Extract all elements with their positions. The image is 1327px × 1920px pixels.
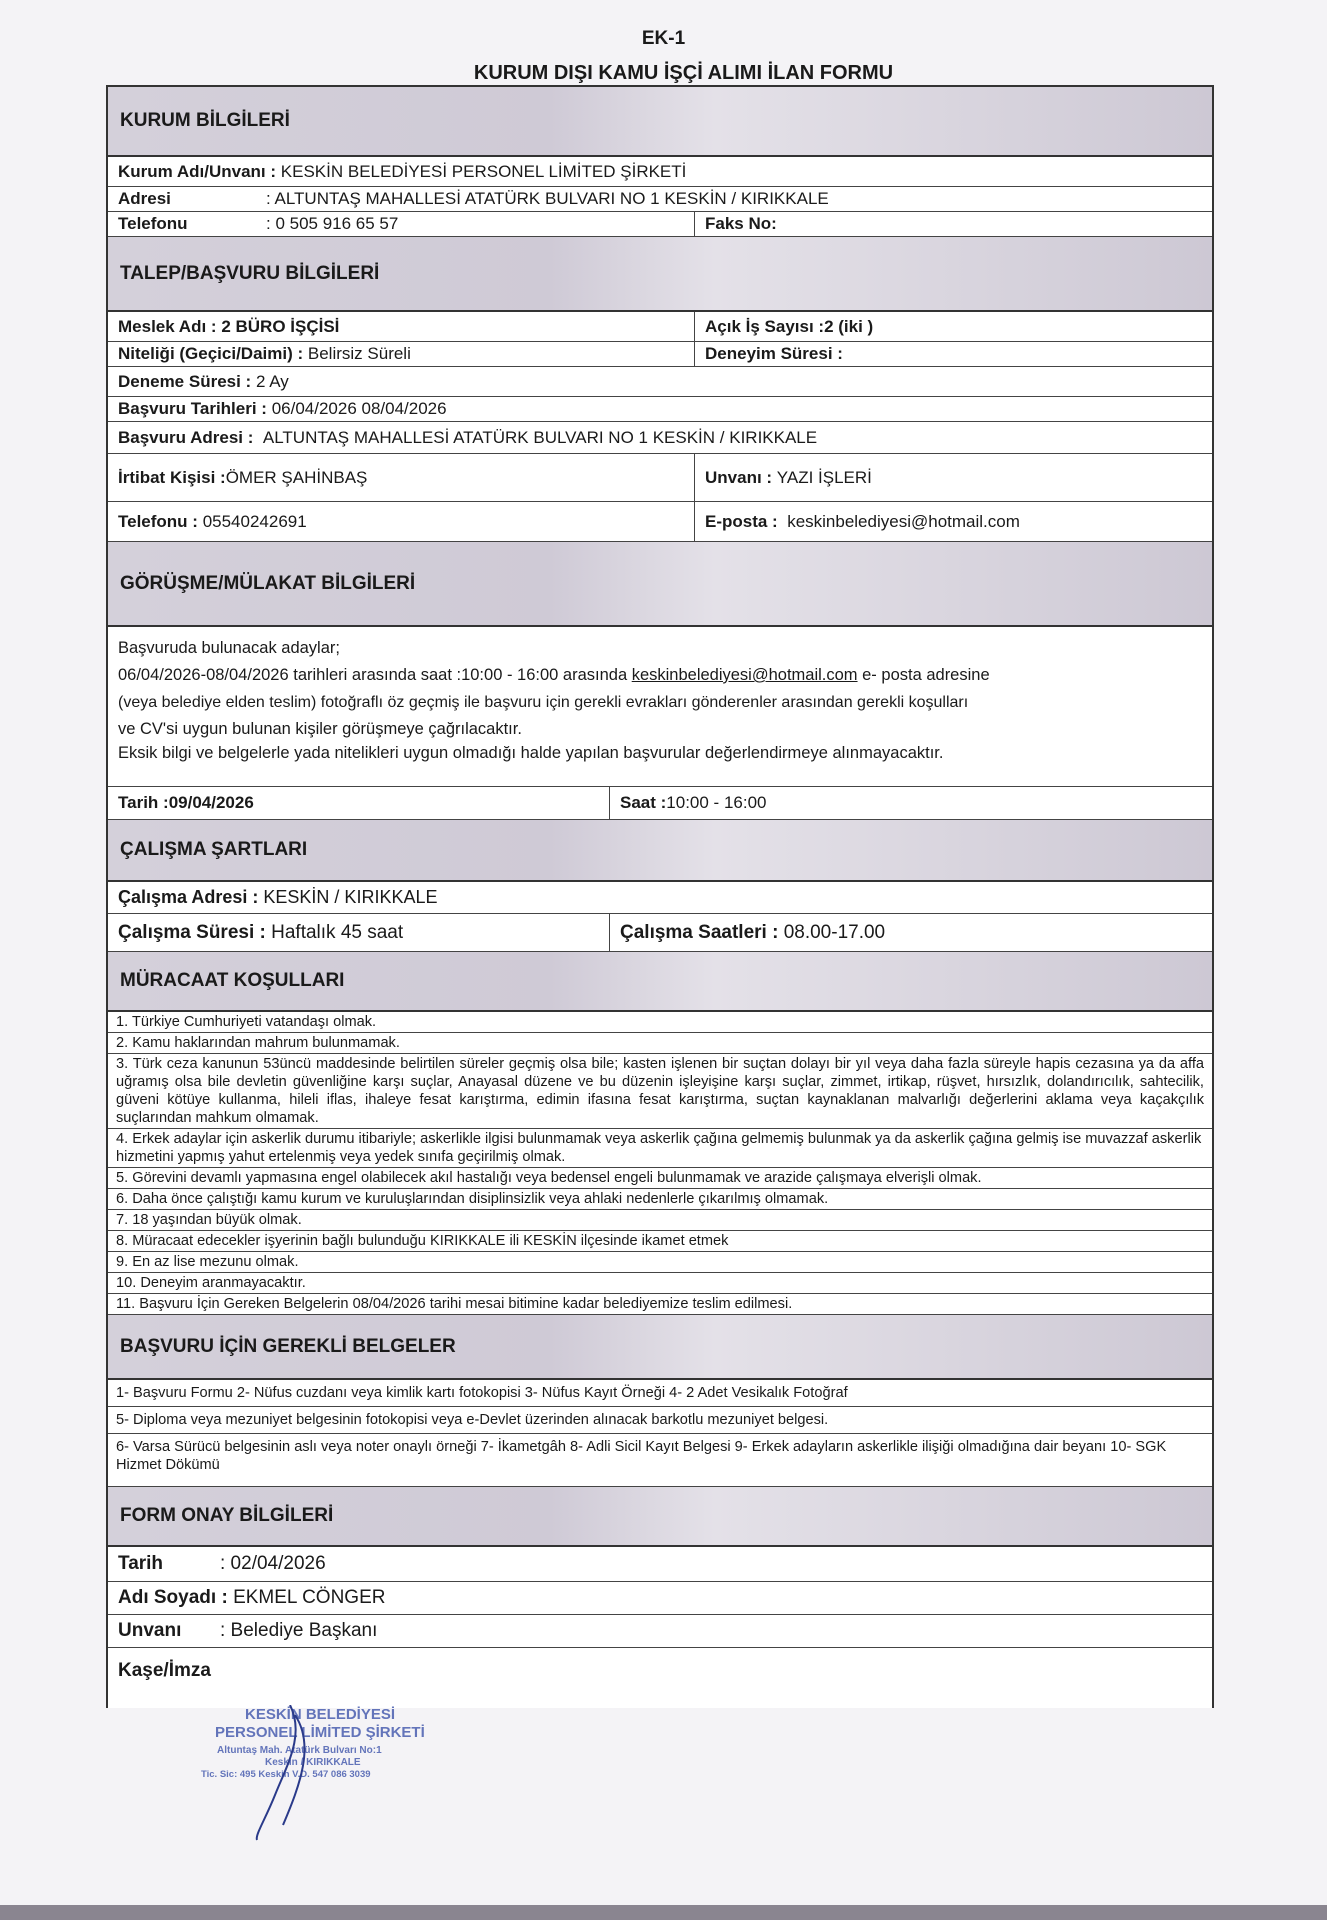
email-link: keskinbelediyesi@hotmail.com xyxy=(631,666,858,684)
label: Başvuru Adresi : xyxy=(118,427,254,447)
value: YAZI İŞLERİ xyxy=(776,467,872,487)
row-meslek xyxy=(108,312,1212,342)
label: Kurum Adı/Unvanı : xyxy=(118,161,277,181)
list-item: 10. Deneyim aranmayacaktır. xyxy=(108,1273,1212,1294)
label: Adresi xyxy=(118,189,171,208)
scan-edge xyxy=(0,1905,1327,1920)
label: Deneme Süresi : xyxy=(118,371,252,391)
stamp-line: Keskin / KIRIKKALE xyxy=(265,1757,361,1768)
row-kurum-ad xyxy=(108,157,1212,187)
label: Faks No: xyxy=(705,214,777,233)
label: Adı Soyadı : xyxy=(118,1587,228,1608)
stamp-line: KESKİN BELEDİYESİ xyxy=(245,1706,396,1723)
label: Tarih xyxy=(118,1553,164,1574)
value: Belirsiz Süreli xyxy=(307,344,411,363)
section-calisma: ÇALIŞMA ŞARTLARI xyxy=(108,820,1212,882)
list-item: 11. Başvuru İçin Gereken Belgelerin 08/04/2026 tarihi mesai bitimine kadar belediyemize teslim edilmesi. xyxy=(108,1294,1212,1315)
value: ÖMER ŞAHİNBAŞ xyxy=(225,467,368,487)
list-item: 1- Başvuru Formu 2- Nüfus cuzdanı veya kimlik kartı fotokopisi 3- Nüfus Kayıt Örneği 4- 2 Adet Vesikalık Fotoğraf xyxy=(108,1380,1212,1407)
row-onay-kase xyxy=(108,1648,1212,1708)
label: E-posta : xyxy=(705,511,778,531)
value: 05540242691 xyxy=(202,511,307,531)
label: İrtibat Kişisi : xyxy=(118,467,226,487)
value: Haftalık 45 saat xyxy=(271,921,404,943)
stamp-line: Tic. Sic: 495 Keskin V.D. 547 086 3039 xyxy=(201,1769,371,1780)
value: 2 BÜRO İŞÇİSİ xyxy=(221,316,340,336)
text: Eksik bilgi ve belgelerle yada nitelikleri uygun olmadığı halde yapılan başvurular değerlendirmeye alınmayacaktır. xyxy=(118,744,944,762)
text: ve CV'si uygun bulunan kişiler görüşmeye çağrılacaktır. xyxy=(118,720,522,738)
value: ALTUNTAŞ MAHALLESİ ATATÜRK BULVARI NO 1 KESKİN / KIRIKKALE xyxy=(262,427,818,447)
form-title: KURUM DIŞI KAMU İŞÇİ ALIMI İLAN FORMU xyxy=(473,62,894,84)
text: Başvuruda bulunacak adaylar; xyxy=(118,639,340,657)
list-item: 4. Erkek adaylar için askerlik durumu itibariyle; askerlikle ilgisi bulunmamak veya askerlik çağına gelmemiş bulunmak ya da askerlik çağına gelmiş ise muvazzaf askerlik hizmetini yapmış yahut ertelenmiş veya yedek sınıfa geçirilmiş olmak. xyxy=(108,1129,1212,1168)
row-onay-unvan xyxy=(108,1615,1212,1648)
label: Çalışma Saatleri : xyxy=(620,921,779,943)
row-onay-ad xyxy=(108,1582,1212,1615)
list-item: 8. Müracaat edecekler işyerinin bağlı bulunduğu KIRIKKALE ili KESKİN ilçesinde ikamet etmek xyxy=(108,1231,1212,1252)
row-calisma-sure xyxy=(108,914,1212,952)
value: : Belediye Başkanı xyxy=(220,1620,378,1641)
row-nitelik xyxy=(108,342,1212,367)
value: 10:00 - 16:00 xyxy=(666,793,767,812)
row-deneme xyxy=(108,367,1212,397)
label: Unvanı xyxy=(118,1620,182,1641)
stamp-line: Altuntaş Mah. Atatürk Bulvarı No:1 xyxy=(217,1745,382,1756)
list-item: 6. Daha önce çalıştığı kamu kurum ve kuruluşlarından disiplinsizlik veya ahlaki nedenlerle çıkarılmış olmamak. xyxy=(108,1189,1212,1210)
muracaat-list xyxy=(108,1012,1212,1315)
row-calisma-adres xyxy=(108,882,1212,914)
section-gorusme: GÖRÜŞME/MÜLAKAT BİLGİLERİ xyxy=(108,542,1212,627)
row-basvuru-adres xyxy=(108,422,1212,454)
list-item: 1. Türkiye Cumhuriyeti vatandaşı olmak. xyxy=(108,1012,1212,1033)
value: 06/04/2026 08/04/2026 xyxy=(271,399,447,418)
row-kurum-tel xyxy=(108,212,1212,237)
label: Telefonu xyxy=(118,214,188,233)
value: 2 (iki ) xyxy=(824,316,874,336)
list-item: 7. 18 yaşından büyük olmak. xyxy=(108,1210,1212,1231)
list-item: 6- Varsa Sürücü belgesinin aslı veya noter onaylı örneği 7- İkametgâh 8- Adli Sicil Kayıt Belgesi 9- Erkek adayların askerlikle ilişiği olmadığına dair beyanı 10- SGK Hizmet Dökümü xyxy=(108,1434,1212,1487)
row-telefon xyxy=(108,502,1212,542)
list-item: 3. Türk ceza kanunun 53üncü maddesinde belirtilen süreler geçmiş olsa bile; kasten işlenen bir suçtan dolayı bir yıl veya daha fazla süreyle hapis cezasına ya da affa uğramış olsa bile devletin güvenliğine karşı suçlar, Anayasal düzene ve bu düzenin işleyişine karşı suçlar, zimmet, irtikap, rüşvet, hırsızlık, dolandırıcılık, sahtecilik, güveni kötüye kullanma, hileli iflas, ihaleye fesat karıştırma, edimin ifasına fesat karıştırma, suçtan kaynaklanan malvarlığı değerlerini aklama veya kaçakçılık suçlarından mahkum olmamak. xyxy=(108,1054,1212,1129)
section-talep: TALEP/BAŞVURU BİLGİLERİ xyxy=(108,237,1212,312)
label: Telefonu : xyxy=(118,511,198,531)
value: 09/04/2026 xyxy=(168,793,254,812)
value: : 02/04/2026 xyxy=(220,1553,326,1574)
form xyxy=(106,85,1214,1708)
value: : 0 505 916 65 57 xyxy=(266,214,399,233)
form-code: EK-1 xyxy=(641,28,686,49)
row-irtibat xyxy=(108,454,1212,502)
stamp-line: PERSONEL LİMİTED ŞİRKETİ xyxy=(215,1724,425,1741)
list-item: 5. Görevini devamlı yapmasına engel olabilecek akıl hastalığı veya bedensel engeli bulunmamak ve arazide çalışmaya elverişli olmak. xyxy=(108,1168,1212,1189)
section-muracaat: MÜRACAAT KOŞULLARI xyxy=(108,952,1212,1012)
value: KESKİN BELEDİYESİ PERSONEL LİMİTED ŞİRKETİ xyxy=(280,161,687,181)
text: (veya belediye elden teslim) fotoğraflı öz geçmiş ile başvuru için gerekli evrakları gönderenler arasından gerekli koşulları xyxy=(118,694,969,711)
value: keskinbelediyesi@hotmail.com xyxy=(787,511,1020,531)
value: 08.00-17.00 xyxy=(783,921,886,943)
value: 2 Ay xyxy=(255,371,289,391)
section-belgeler: BAŞVURU İÇİN GEREKLİ BELGELER xyxy=(108,1315,1212,1380)
list-item: 9. En az lise mezunu olmak. xyxy=(108,1252,1212,1273)
label: Niteliği (Geçici/Daimi) : xyxy=(118,344,304,363)
value: KESKİN / KIRIKKALE xyxy=(263,887,438,907)
label: Deneyim Süresi : xyxy=(705,344,843,363)
section-onay: FORM ONAY BİLGİLERİ xyxy=(108,1487,1212,1547)
label: Meslek Adı : xyxy=(118,316,217,336)
label: Çalışma Süresi : xyxy=(118,921,266,943)
section-kurum: KURUM BİLGİLERİ xyxy=(108,87,1212,157)
label: Saat : xyxy=(620,793,667,812)
stamp-signature xyxy=(195,1705,455,1845)
row-gorusme-tarih xyxy=(108,787,1212,820)
text: e- posta adresine xyxy=(857,666,990,684)
label: Tarih : xyxy=(118,793,169,812)
list-item: 2. Kamu haklarından mahrum bulunmamak. xyxy=(108,1033,1212,1054)
label: Başvuru Tarihleri : xyxy=(118,399,267,418)
label: Kaşe/İmza xyxy=(118,1660,211,1681)
label: Çalışma Adresi : xyxy=(118,887,259,907)
label: Açık İş Sayısı : xyxy=(705,316,825,336)
row-kurum-adres xyxy=(108,187,1212,212)
value: EKMEL CÖNGER xyxy=(233,1587,386,1608)
row-basvuru-tarih xyxy=(108,397,1212,422)
text: 06/04/2026-08/04/2026 tarihleri arasında saat :10:00 - 16:00 arasında xyxy=(118,666,632,684)
row-onay-tarih xyxy=(108,1547,1212,1582)
label: Unvanı : xyxy=(705,467,773,487)
gorusme-text xyxy=(108,627,1212,787)
value: : ALTUNTAŞ MAHALLESİ ATATÜRK BULVARI NO 1 KESKİN / KIRIKKALE xyxy=(266,189,829,208)
list-item: 5- Diploma veya mezuniyet belgesinin fotokopisi veya e-Devlet üzerinden alınacak barkotlu mezuniyet belgesi. xyxy=(108,1407,1212,1434)
